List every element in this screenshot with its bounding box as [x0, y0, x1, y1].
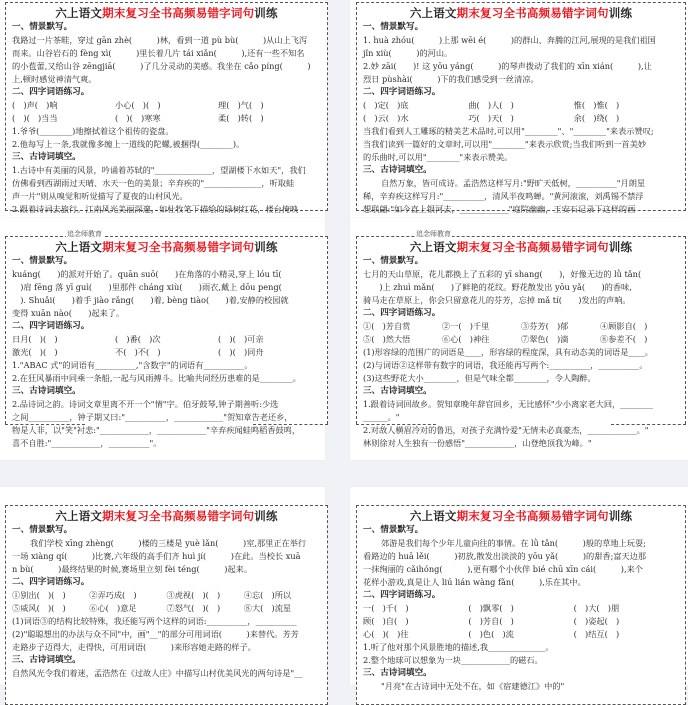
worksheet-page-5: [0, 487, 325, 685]
text-line: 声一片"则从嗅觉和听觉描写了夏夜的山村风光。: [12, 191, 188, 201]
idiom-item: ( )色( )流: [468, 629, 514, 639]
idiom-item: ( )芳自( ): [468, 616, 514, 626]
text-line: 的小苞蕾,又给山谷 zēngjiā( )了几分灵动的美感。我坐在 cǎo píng( ): [12, 61, 311, 71]
idiom-item: ⑤威风( )( ): [12, 603, 66, 613]
text-line: kuáng( )的派对开始了。quān suō( )在角落的小精灵,穿上 lóu tī(: [12, 269, 282, 279]
worksheet-title: [12, 5, 321, 21]
section-heading-3: 三、古诗词填空。: [12, 152, 81, 162]
worksheet-border: [5, 505, 328, 705]
idiom-item: ①( )芳自赏: [363, 321, 411, 331]
idiom-item: 心( )( )往: [363, 629, 409, 639]
section-heading-1: 一、情景默写。: [12, 525, 73, 535]
idiom-item: 柔( )转( ): [218, 113, 264, 123]
idiom-row: [12, 602, 321, 615]
section-heading-2: 二、四字词语练习。: [363, 590, 441, 600]
text-line: 仿佛看到西湖雨过天晴、水天一色的美景；辛弃疾的"______________，听取蛙: [12, 178, 295, 188]
text-line: 郊游是我们每个少年儿童向往的事情。在 lǜ tǎn( )般的草地上玩耍;: [381, 538, 646, 548]
idiom-item: ⑥心( )神往: [442, 334, 490, 344]
text-line: 物是人非，以"笑"衬悲:"____________，____________"辛弃疾闻蛙鸣稻香鼓鸣，: [12, 425, 301, 435]
idiom-item: ⑧参差不( ): [600, 334, 648, 344]
title-highlight: 期末复习全书高频易错字词句: [456, 509, 609, 523]
text-line: ______。": [363, 412, 400, 422]
text-line: n bù( )最终结果的时候,赛场里立刻 fèi téng( )起来。: [12, 564, 253, 574]
title-suffix: 训练: [608, 240, 633, 254]
idiom-row: [12, 333, 321, 346]
text-line: 看路边的 huā lěi( )初放,散发出淡淡的 yōu yǎ( )的甜香;富天边那: [363, 551, 647, 561]
idiom-item: ⑦怒气( )( ): [166, 603, 221, 613]
watermark-stamp: 追念师教育: [67, 230, 102, 238]
idiom-item: 激光( )( ): [12, 347, 58, 357]
text-line: 2.对敌人横眉冷对的鲁迅，对孩子充满怜爱"无情未必真豪杰，____________。": [363, 425, 649, 435]
text-line: (1)形容绿的范围广的词语是____，形容绿的程度深，具有动态美的词语是____。: [363, 347, 653, 357]
text-line: 自然风光令我们着迷，孟浩然在《过故人庄》中描写山村优美风光的两句诗是"__: [12, 668, 303, 678]
idiom-item: 余( )绕( ): [573, 113, 620, 123]
idiom-item: ( )姿起( ): [573, 616, 620, 626]
section-heading-3: 三、古诗词填空。: [12, 386, 81, 396]
text-line: 想联翩:"如今直上银河去，____________"庭院幽幽，王安石记录下这样的画: [363, 204, 636, 214]
text-line: 2.跟着诗词去旅行。江南风光美丽深邃，如杜牧笔下描绘的绿树红花，楼台掩映: [12, 204, 299, 214]
watermark-stamp: 追念师教育: [416, 230, 451, 238]
idiom-item: ( )番( )次: [115, 334, 161, 344]
title-highlight: 期末复习全书高频易错字词句: [102, 6, 255, 20]
idiom-item: ( )定( )底: [363, 100, 409, 110]
title-highlight: 期末复习全书高频易错字词句: [102, 240, 255, 254]
worksheet-title: [363, 508, 679, 524]
section-heading-2: 二、四字词语练习。: [12, 577, 90, 587]
idiom-item: ( )结互( ): [573, 629, 620, 639]
title-highlight: 期末复习全书高频易错字词句: [102, 509, 255, 523]
text-line: 烈日 pùshài( )下的我们感受到一丝清凉。: [363, 74, 539, 84]
text-line: 1. huà zhóu( )上那 wēi é( )的群山、奔腾的江河,展现的是我们祖国: [363, 35, 656, 45]
title-highlight: 期末复习全书高频易错字词句: [456, 6, 609, 20]
text-line: 2.品诗词之韵。诗词文章里离不开一个"情"字。伯牙鼓琴,钟子期善听:少选: [12, 399, 279, 409]
text-line: 1."ABAC 式"的词语有__________,"含数字"的词语有__________。: [12, 360, 253, 370]
text-line: 1.听了他对那个风景胜地的描述,我______________。: [363, 642, 554, 652]
idiom-row: [363, 112, 679, 125]
title-prefix: 六上语文: [55, 240, 103, 254]
worksheet-page-2: [350, 0, 688, 218]
idiom-row: [363, 320, 679, 333]
title-suffix: 训练: [254, 509, 278, 523]
idiom-item: 一( )千( ): [363, 603, 409, 613]
title-prefix: 六上语文: [409, 509, 457, 523]
worksheet-border: [356, 505, 686, 705]
idiom-item: ( )( )寒寒: [115, 113, 161, 123]
title-highlight: 期末复习全书高频易错字词句: [456, 240, 609, 254]
text-line: 变得 xuān nào( )起来了。: [12, 308, 125, 318]
title-suffix: 训练: [608, 6, 633, 20]
text-line: 2.他每写上一条,我就像多缠上一道线的陀螺,被捆得(________)。: [12, 139, 245, 149]
text-line: 林则徐对人生独有一份感悟"____________，山登绝顶我为峰。": [363, 438, 592, 448]
idiom-item: 小心( )( ): [115, 100, 161, 110]
text-line: 走路步子迈得大，走得快，可用词语( )来形容她走路的样子。: [12, 642, 256, 652]
text-line: 2.在狂风暴雨中同乘一条船,一起与风雨搏斗。比喻共同经历患难的是________。: [12, 373, 301, 383]
text-line: 一抹绚丽的 cǎihóng( ),更有哪个小伙伴 bié chū xīn cái( ),来个: [363, 564, 643, 574]
text-line: 当我们看到人工雕琢的精美艺术品时,可以用"________"、"________"来表示赞叹;: [363, 126, 654, 136]
text-line: 我们学校 xīng zhèng( )楼的三楼是 yuè lǎn( )室,那里正在举行: [30, 538, 307, 548]
worksheet-page-6: [350, 487, 688, 691]
idiom-item: 理( )气( ): [218, 100, 264, 110]
text-line: 1.爷爷(________)地擦拭着这个祖传的瓷盘。: [12, 126, 174, 136]
text-line: )上 zhuì mǎn( )了鲜艳的花纹。野花散发出 yōu yǎ( )的香味,: [363, 282, 632, 292]
idiom-item: ②一( )千里: [442, 321, 490, 331]
idiom-row: [12, 99, 321, 112]
text-line: )肩 fēng 落 yī guì( )里那件 cháng xiù( )雨衣,戴上 dōu peng(: [12, 282, 282, 292]
idiom-item: 日月( )( ): [12, 334, 58, 344]
worksheet-page-3: [0, 218, 325, 460]
idiom-item: ⑤( )然大悟: [363, 334, 411, 344]
text-line: 骑马走在草原上，你会只留意花儿的芬芳，忘掉 mǎ tí( )发出的声响。: [363, 295, 631, 305]
idiom-item: ( )( )当当: [12, 113, 58, 123]
worksheet-page-1: [0, 0, 325, 218]
text-line: 稀，辛弃疾这样写月:"__________，清风半夜鸣蝉。"黄河滚滚，刘禹锡不禁浮: [363, 191, 644, 201]
title-prefix: 六上语文: [55, 6, 103, 20]
worksheet-title: [12, 508, 321, 524]
idiom-row: [363, 615, 679, 628]
idiom-row: [363, 99, 679, 112]
section-heading-2: 二、四字词语练习。: [12, 321, 90, 331]
text-line: 花样小游戏,真是让人 liú lián wàng fǎn( ),乐在其中。: [363, 577, 586, 587]
title-suffix: 训练: [608, 509, 633, 523]
title-suffix: 训练: [254, 6, 278, 20]
text-line: (1)词语③的结构比较特殊，我还能写两个这样的词语:__________，__________: [12, 616, 297, 626]
text-line: 2.整个地球可以想象为一块____________的磁石。: [363, 655, 543, 665]
title-suffix: 训练: [254, 240, 278, 254]
worksheet-border: [356, 230, 686, 448]
worksheet-title: [363, 5, 679, 21]
idiom-item: ⑦翠色( )滴: [521, 334, 569, 344]
idiom-row: [363, 333, 679, 346]
idiom-item: ④忘( )所以: [243, 590, 292, 600]
worksheet-border: [5, 2, 328, 214]
text-line: 之间__________，钟子期又曰:"__________，____________"贺知章告老还乡，: [12, 412, 293, 422]
idiom-item: 曲( )人( ): [468, 100, 514, 110]
text-line: 喜不自胜:"____________，__________"。: [12, 438, 162, 448]
text-line: (2)"聪聪想出的办法与众不同"中，画"__"的部分可用词语( )来替代。芳芳: [12, 629, 299, 639]
idiom-item: 惟( )惟( ): [573, 100, 620, 110]
worksheet-border: [5, 230, 328, 448]
text-line: jǐn xiù( )的河山。: [363, 48, 453, 58]
idiom-row: [12, 589, 321, 602]
section-heading-1: 一、情景默写。: [12, 256, 73, 266]
idiom-item: ( )( )同舟: [218, 347, 264, 357]
idiom-item: ②弄巧成( ): [89, 590, 137, 600]
idiom-item: ( )( )可亲: [218, 334, 264, 344]
worksheet-title: [12, 239, 321, 255]
title-prefix: 六上语文: [55, 509, 103, 523]
section-heading-2: 二、四字词语练习。: [363, 308, 441, 318]
idiom-item: 顾( )自( ): [363, 616, 409, 626]
idiom-row: [12, 112, 321, 125]
idiom-item: ④顾影自( ): [600, 321, 648, 331]
section-heading-2: 二、四字词语练习。: [363, 87, 441, 97]
title-prefix: 六上语文: [409, 240, 457, 254]
text-line: ). Shuǎi( )着手 jiào rǎng( )着, bèng tiào( )着,安静的校园就: [12, 295, 289, 305]
text-line: 我路过一片茶畦，穿过 gān zhè( )林，看到一道 pù bù( )从山上飞泻: [12, 35, 308, 45]
text-line: 而来。山谷岩石的 fèng xì( )里长着几片 tái xiǎn( ),还有一些不知名: [12, 48, 305, 58]
section-heading-1: 一、情景默写。: [363, 525, 424, 535]
idiom-item: ( )云( )水: [363, 113, 409, 123]
worksheet-title: [363, 239, 679, 255]
idiom-item: ①别出( )( ): [12, 590, 66, 600]
text-line: 当我们读到一篇好的文章时,可以用"________"来表示欣赏;当我们听到一首美妙: [363, 139, 647, 149]
section-heading-2: 二、四字词语练习。: [12, 87, 90, 97]
idiom-item: ③芬芳( )郁: [521, 321, 569, 331]
idiom-item: ( )飘零( ): [468, 603, 514, 613]
title-prefix: 六上语文: [409, 6, 457, 20]
section-heading-3: 三、古诗词填空。: [12, 655, 81, 665]
text-line: 一场 xiàng qí( )比赛,六年级的高手们齐 huì jí( )在此。当校长 xuā: [12, 551, 301, 561]
section-heading-3: 三、古诗词填空。: [363, 386, 432, 396]
idiom-item: 巧( )天( ): [468, 113, 514, 123]
text-line: 1.跟着诗词回故乡。贺知章晚年辞官回乡，无比感怀"少小离家老大回，________: [363, 399, 653, 409]
text-line: (3)这些野花大小________，但是气味全都________，令人陶醉。: [363, 373, 596, 383]
section-heading-3: 三、古诗词填空。: [363, 668, 432, 678]
idiom-item: 不( )不( ): [115, 347, 161, 357]
section-heading-3: 三、古诗词填空。: [363, 165, 432, 175]
idiom-item: ( )大( )朋: [573, 603, 620, 613]
section-heading-1: 一、情景默写。: [363, 22, 424, 32]
text-line: 的乐曲时,可以用"________"来表示赞美。: [363, 152, 513, 162]
idiom-row: [363, 628, 679, 641]
text-line: 七月的天山草原，花儿都换上了五彩的 yī shang( )，好像无边的 lǜ tǎn(: [363, 269, 642, 279]
idiom-row: [363, 602, 679, 615]
text-line: (2)与词语②这样带有数字的词语，我还能再写两个:__________，__________。: [363, 360, 648, 370]
section-heading-1: 一、情景默写。: [363, 256, 424, 266]
worksheet-page-4: [350, 218, 688, 460]
section-heading-1: 一、情景默写。: [12, 22, 73, 32]
idiom-item: ( )声( )响: [12, 100, 58, 110]
text-line: 1.古诗中有美丽的风景，吟诵着苏轼的"______________，望湖楼下水如天"，我们: [12, 165, 306, 175]
idiom-item: ⑥心( )意足: [89, 603, 137, 613]
text-line: "月亮"在古诗词中无处不在，如《宿建德江》中的": [381, 681, 565, 691]
text-line: 上,顿时感觉神清气爽。: [12, 74, 97, 84]
idiom-row: [12, 346, 321, 359]
worksheet-border: [356, 2, 686, 214]
text-line: 自然万象，皆可成诗。孟浩然这样写月:"野旷天低树，__________"月朗星: [381, 178, 646, 188]
idiom-item: ③虎视( )( ): [166, 590, 221, 600]
idiom-item: ⑧大( )流星: [243, 603, 292, 613]
text-line: 2.妙 zāi( )! 这 yōu yáng( )的琴声拨动了我们的 xīn xián( ),让: [363, 61, 652, 71]
